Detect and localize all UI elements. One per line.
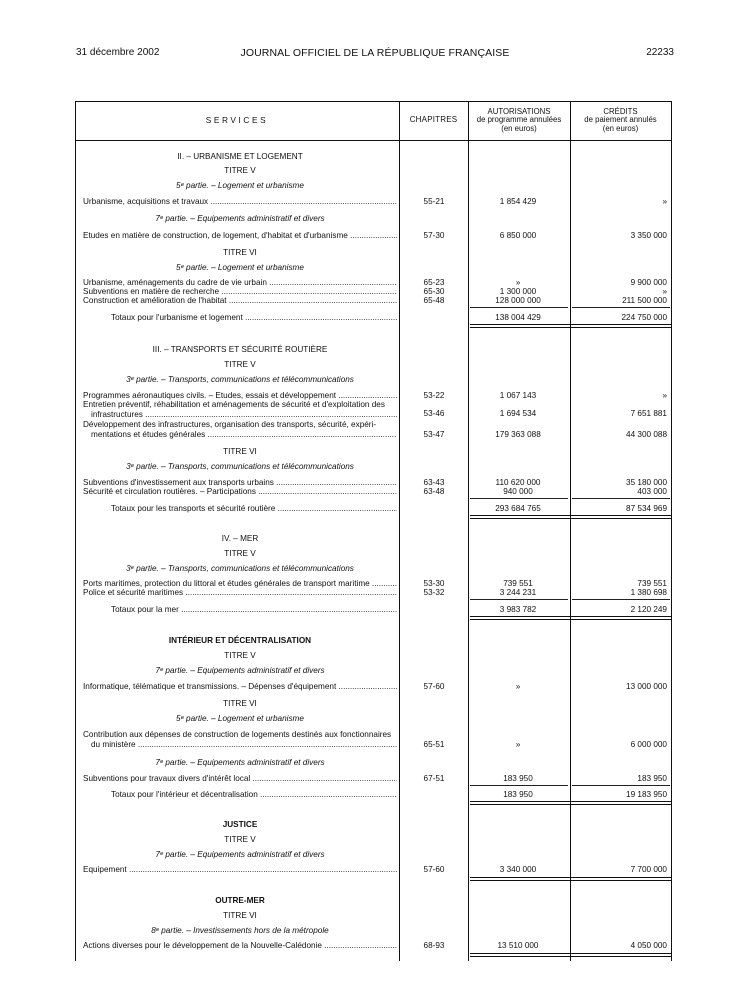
titre-text: TITRE V	[224, 360, 256, 369]
row-credits: 6 000 000	[630, 740, 667, 749]
row-label: Subventions en matière de recherche .....	[83, 287, 397, 297]
column-rule	[671, 101, 672, 961]
row-autorisations: 1 067 143	[499, 391, 537, 400]
subtotal-rule	[470, 498, 568, 499]
row-autorisations: 940 000	[503, 487, 533, 496]
titre-text: TITRE VI	[223, 248, 257, 257]
row-label-line: du ministère .....	[83, 740, 397, 750]
column-rule	[75, 101, 76, 961]
row-autorisations: »	[515, 682, 521, 691]
row-chapitre: 65-51	[423, 740, 445, 749]
column-header-services: SERVICES	[205, 115, 269, 126]
total-double-rule	[470, 515, 671, 519]
row-autorisations: 128 000 000	[495, 296, 541, 305]
row-credits: 7 651 881	[630, 409, 667, 418]
total-double-rule	[470, 953, 671, 957]
row-credits: 13 000 000	[626, 682, 667, 691]
row-credits: 44 300 088	[626, 430, 667, 439]
partie-text: 3ᵉ partie. – Transports, communications et télécommunications	[126, 564, 354, 573]
titre-text: TITRE V	[224, 651, 256, 660]
column-header-line: AUTORISATIONS	[487, 106, 551, 116]
row-autorisations: 3 244 231	[499, 588, 537, 597]
titre-text: TITRE V	[224, 835, 256, 844]
row-chapitre: 53-30	[423, 579, 445, 588]
row-credits: »	[662, 391, 667, 400]
row-label	[83, 400, 397, 419]
column-header-autorisations	[468, 101, 570, 140]
total-label: Totaux pour l'intérieur et décentralisation .....	[111, 790, 397, 800]
row-label: Equipement .....	[83, 865, 397, 875]
header-page-number: 22233	[646, 47, 674, 58]
partie-text: 7ᵉ partie. – Equipements administratif et divers	[155, 214, 325, 223]
row-label: Subventions d'investissement aux transports urbains .....	[83, 478, 397, 488]
row-autorisations: 179 363 088	[495, 430, 541, 439]
row-credits: 4 050 000	[630, 941, 667, 950]
subtotal-rule	[470, 599, 568, 600]
subtotal-rule	[572, 498, 670, 499]
partie-text: 5ᵉ partie. – Logement et urbanisme	[176, 263, 304, 272]
row-label: Actions diverses pour le développement de la Nouvelle-Calédonie .....	[83, 941, 397, 951]
section-title-text: OUTRE-MER	[215, 896, 265, 905]
column-rule	[399, 101, 400, 961]
table-header-rule	[75, 140, 671, 141]
column-header-line: (en euros)	[602, 123, 639, 133]
row-credits: 35 180 000	[626, 478, 667, 487]
total-double-rule	[470, 877, 671, 881]
row-chapitre: 57-60	[423, 682, 445, 691]
row-label: Urbanisme, aménagements du cadre de vie urbain .....	[83, 278, 397, 288]
total-double-rule	[470, 324, 671, 328]
total-label: Totaux pour l'urbanisme et logement .....	[111, 313, 397, 323]
row-credits: 7 700 000	[630, 865, 667, 874]
titre-text: TITRE VI	[223, 699, 257, 708]
row-autorisations: 13 510 000	[497, 941, 539, 950]
page-header	[76, 47, 674, 63]
row-chapitre: 68-93	[423, 941, 445, 950]
row-autorisations: »	[515, 740, 521, 749]
total-autorisations: 293 684 765	[495, 504, 541, 513]
row-chapitre: 53-22	[423, 391, 445, 400]
row-chapitre: 65-23	[423, 278, 445, 287]
row-autorisations: 183 950	[503, 774, 533, 783]
row-chapitre: 53-32	[423, 588, 445, 597]
titre-text: TITRE VI	[223, 911, 257, 920]
row-label: Informatique, télématique et transmissions. – Dépenses d'équipement .....	[83, 682, 397, 692]
row-label-line: Entretien préventif, réhabilitation et aménagements de sécurité et d'exploitation des	[83, 400, 385, 409]
row-autorisations: 739 551	[503, 579, 533, 588]
total-double-rule	[470, 616, 671, 620]
row-autorisations: 1 300 000	[499, 287, 537, 296]
row-chapitre: 55-21	[423, 197, 445, 206]
row-label: Ports maritimes, protection du littoral et études générales de transport maritime .....	[83, 579, 397, 589]
subtotal-rule	[572, 599, 670, 600]
row-chapitre: 67-51	[423, 774, 445, 783]
row-credits: »	[662, 287, 667, 296]
row-credits: 211 500 000	[622, 296, 667, 305]
row-chapitre: 57-30	[423, 231, 445, 240]
row-chapitre: 57-60	[423, 865, 445, 874]
total-credits: 224 750 000	[621, 313, 667, 322]
section-title-text: INTÉRIEUR ET DÉCENTRALISATION	[168, 636, 312, 645]
titre-text: TITRE V	[224, 549, 256, 558]
row-credits: 3 350 000	[630, 231, 667, 240]
row-chapitre: 53-46	[423, 409, 445, 418]
row-label	[83, 730, 397, 749]
section-title-text: III. – TRANSPORTS ET SÉCURITÉ ROUTIÈRE	[152, 345, 328, 354]
row-credits: 9 900 000	[630, 278, 667, 287]
row-label-line: Contribution aux dépenses de construction de logements destinés aux fonctionnaires	[83, 730, 392, 739]
row-label: Urbanisme, acquisitions et travaux .....	[83, 197, 397, 207]
section-title-text: JUSTICE	[222, 820, 258, 829]
subtotal-rule	[470, 307, 568, 308]
row-label: Programmes aéronautiques civils. – Etudes, essais et développement .....	[83, 391, 397, 401]
row-autorisations: 6 850 000	[499, 231, 537, 240]
row-autorisations: 3 340 000	[499, 865, 537, 874]
section-title-text: II. – URBANISME ET LOGEMENT	[177, 152, 303, 161]
header-journal-title: JOURNAL OFFICIEL DE LA RÉPUBLIQUE FRANÇAISE	[240, 47, 510, 59]
partie-text: 7ᵉ partie. – Equipements administratif et divers	[155, 850, 325, 859]
row-autorisations: 110 620 000	[495, 478, 541, 487]
total-credits: 19 183 950	[626, 790, 667, 799]
row-chapitre: 53-47	[423, 430, 445, 439]
titre-text: TITRE VI	[223, 447, 257, 456]
total-double-rule	[470, 801, 671, 805]
partie-text: 5ᵉ partie. – Logement et urbanisme	[176, 181, 304, 190]
total-autorisations: 183 950	[503, 790, 533, 799]
column-header-credits	[570, 101, 671, 140]
row-credits: 403 000	[637, 487, 667, 496]
row-chapitre: 63-48	[423, 487, 445, 496]
subtotal-rule	[572, 307, 670, 308]
budget-table	[75, 101, 671, 961]
row-label: Etudes en matière de construction, de logement, d'habitat et d'urbanisme .....	[83, 231, 397, 241]
total-autorisations: 3 983 782	[499, 605, 537, 614]
total-autorisations: 138 004 429	[495, 313, 541, 322]
titre-text: TITRE V	[224, 166, 256, 175]
partie-text: 7ᵉ partie. – Equipements administratif et divers	[155, 666, 325, 675]
section-title-text: IV. – MER	[221, 534, 259, 543]
row-label: Sécurité et circulation routières. – Participations .....	[83, 487, 397, 497]
column-header-line: (en euros)	[501, 123, 537, 133]
total-credits: 87 534 969	[626, 504, 667, 513]
partie-text: 7ᵉ partie. – Equipements administratif et divers	[155, 758, 325, 767]
column-header-line: de paiement annulés	[584, 115, 657, 125]
total-label: Totaux pour les transports et sécurité routière .....	[111, 504, 397, 514]
row-label-line: Développement des infrastructures, organisation des transports, sécurité, expéri-	[83, 420, 377, 429]
row-label: Construction et amélioration de l'habitat .....	[83, 296, 397, 306]
row-chapitre: 65-48	[423, 296, 445, 305]
row-chapitre: 65-30	[423, 287, 445, 296]
row-label: Subventions pour travaux divers d'intérêt local .....	[83, 774, 397, 784]
column-header-line: CRÉDITS	[603, 106, 638, 116]
row-autorisations: 1 854 429	[499, 197, 537, 206]
subtotal-rule	[470, 785, 568, 786]
row-autorisations: 1 694 534	[499, 409, 537, 418]
total-label: Totaux pour la mer .....	[111, 605, 397, 615]
row-credits: 183 950	[637, 774, 667, 783]
total-credits: 2 120 249	[630, 605, 667, 614]
column-header-line: de programme annulées	[476, 115, 562, 125]
partie-text: 5ᵉ partie. – Logement et urbanisme	[176, 714, 304, 723]
header-date: 31 décembre 2002	[76, 47, 160, 58]
row-chapitre: 63-43	[423, 478, 445, 487]
partie-text: 3ᵉ partie. – Transports, communications et télécommunications	[126, 375, 354, 384]
row-label-line: infrastructures .....	[83, 410, 397, 420]
column-header-chapitres: CHAPITRES	[409, 115, 458, 125]
row-credits: 739 551	[637, 579, 667, 588]
row-label-line: mentations et études générales .....	[83, 430, 397, 440]
subtotal-rule	[572, 785, 670, 786]
row-label	[83, 420, 397, 439]
partie-text: 3ᵉ partie. – Transports, communications et télécommunications	[126, 462, 354, 471]
row-label: Police et sécurité maritimes .....	[83, 588, 397, 598]
row-autorisations: »	[515, 278, 521, 287]
column-rule	[570, 101, 571, 961]
row-credits: »	[662, 197, 667, 206]
column-rule	[468, 101, 469, 961]
partie-text: 8ᵉ partie. – Investissements hors de la métropole	[151, 926, 329, 935]
row-credits: 1 380 698	[630, 588, 667, 597]
